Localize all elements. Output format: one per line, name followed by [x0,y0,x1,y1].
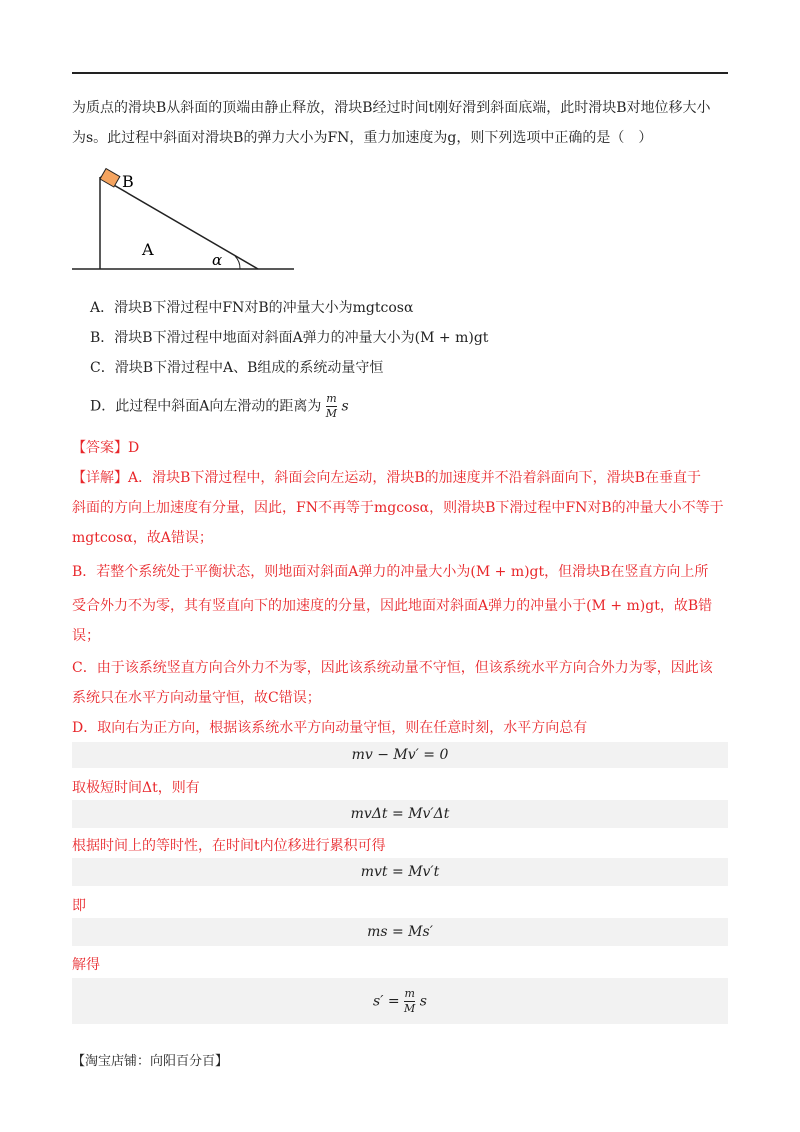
answer: 【答案】D [72,440,140,456]
detail-line-7: C．由于该系统竖直方向合外力不为零，因此该系统动量不守恒，但该系统水平方向合外力为零，因此该 [72,660,713,676]
eq5-lhs: s′ = [373,993,400,1010]
equation-3: mvt = Mv′t [360,864,440,880]
text-3: 根据时间上的等时性，在时间t内位移进行累积可得 [72,838,386,854]
option-d-fraction [326,393,337,420]
detail-line-9: D．取向右为正方向，根据该系统水平方向动量守恒，则在任意时刻，水平方向总有 [72,720,588,736]
equation-5 [72,988,728,1015]
label-angle: α [212,251,223,269]
incline-figure [72,165,302,275]
option-d-num: m [326,392,337,405]
eq5-tail: s [419,993,427,1010]
label-block-b: B [122,172,134,191]
detail-line-2: 斜面的方向上加速度有分量，因此，FN不再等于mgcosα，则滑块B下滑过程中FN对B的冲量大小不等于 [72,500,724,516]
option-a: A．滑块B下滑过程中FN对B的冲量大小为mgtcosα [90,300,414,316]
option-d [90,393,349,420]
text-5: 解得 [72,957,100,973]
detail-line-5: 受合外力不为零，其有竖直向下的加速度的分量，因此地面对斜面A弹力的冲量小于(M + m)gt，故B错 [72,598,713,614]
eq5-fraction [404,988,415,1015]
header-rule [72,72,728,74]
label-wedge-a: A [142,240,154,259]
detail-line-4: B．若整个系统处于平衡状态，则地面对斜面A弹力的冲量大小为(M + m)gt，但滑块B在竖直方向上所 [72,564,709,580]
detail-line-3: mgtcosα，故A错误； [72,530,213,546]
text-4: 即 [72,898,86,914]
eq5-den: M [404,1002,416,1015]
detail-line-6: 误； [72,628,100,644]
text-2: 取极短时间Δt，则有 [72,780,200,796]
equation-4: ms = Ms′ [367,924,433,940]
equation-2: mvΔt = Mv′Δt [350,806,450,822]
question-line-1: 为质点的滑块B从斜面的顶端由静止释放，滑块B经过时间t刚好滑到斜面底端，此时滑块B对地位移大小 [72,100,711,116]
eq5-num: m [404,987,415,1000]
option-c: C．滑块B下滑过程中A、B组成的系统动量守恒 [90,360,384,376]
option-b: B．滑块B下滑过程中地面对斜面A弹力的冲量大小为(M + m)gt [90,330,489,346]
question-line-2: 为s。此过程中斜面对滑块B的弹力大小为FN，重力加速度为g，则下列选项中正确的是（ ） [72,130,653,146]
option-d-text: D．此过程中斜面A向左滑动的距离为 [90,398,322,415]
detail-line-1: 【详解】A．滑块B下滑过程中，斜面会向左运动，滑块B的加速度并不沿着斜面向下，滑块B在垂直于 [72,470,701,486]
option-d-tail: s [341,398,349,415]
equation-1: mv − Mv′ = 0 [351,747,449,763]
detail-line-8: 系统只在水平方向动量守恒，故C错误； [72,690,321,706]
option-d-den: M [325,407,338,420]
block-b [100,169,120,187]
footer-shop: 【淘宝店铺：向阳百分百】 [72,1054,229,1069]
